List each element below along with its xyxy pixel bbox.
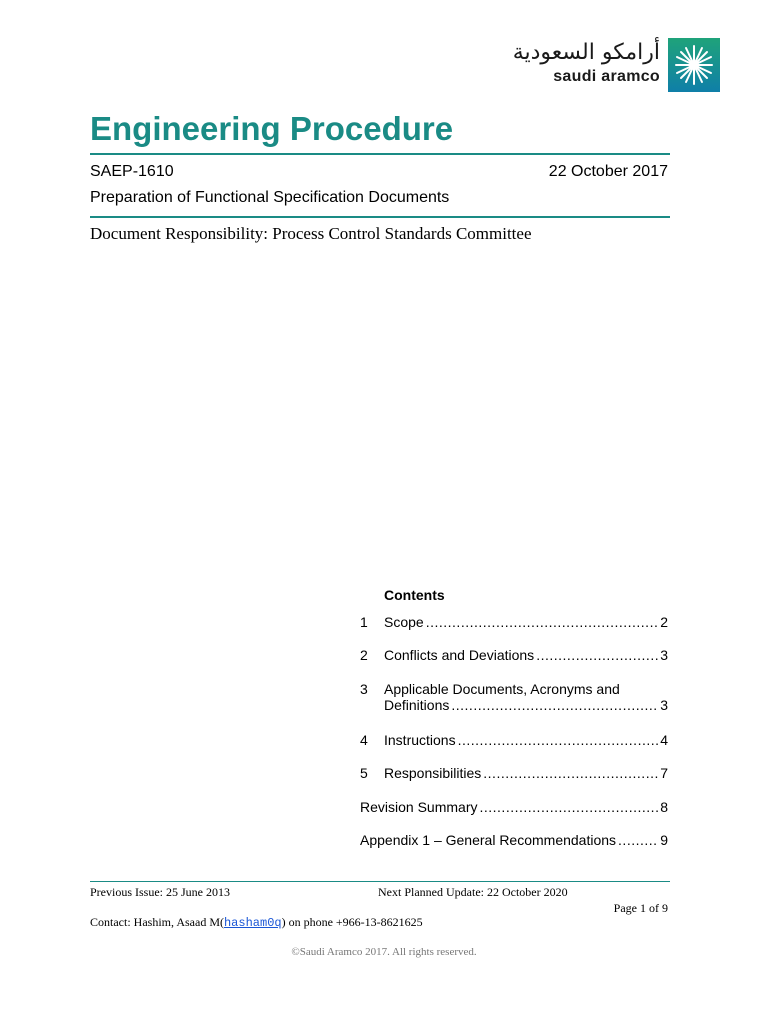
toc-item-instructions[interactable] bbox=[360, 732, 668, 748]
toc-item-number: 2 bbox=[360, 647, 368, 663]
toc-item-responsibilities[interactable] bbox=[360, 765, 668, 781]
document-date: 22 October 2017 bbox=[548, 163, 668, 180]
document-type-title: Engineering Procedure bbox=[90, 110, 454, 147]
toc-item-label: Scope bbox=[384, 614, 424, 630]
logo-arabic-text: أرامكو السعودية bbox=[512, 40, 660, 65]
toc-item-label: Conflicts and Deviations bbox=[384, 647, 535, 663]
copyright-notice: ©Saudi Aramco 2017. All rights reserved. bbox=[291, 946, 477, 958]
previous-issue: Previous Issue: 25 June 2013 bbox=[90, 885, 230, 899]
toc-item-label: Revision Summary bbox=[360, 799, 478, 815]
toc-item-label: Responsibilities bbox=[384, 765, 482, 781]
toc-item-appendix-1[interactable] bbox=[360, 832, 668, 848]
toc-item-label: Appendix 1 – General Recommendations bbox=[360, 832, 617, 848]
toc-leader-dots bbox=[536, 647, 658, 663]
toc-item-page: 3 bbox=[660, 647, 668, 663]
contact-suffix: ) on phone +966-13-8621625 bbox=[281, 915, 423, 929]
toc-item-conflicts[interactable] bbox=[360, 647, 668, 663]
toc-item-page: 3 bbox=[660, 697, 668, 713]
aramco-star-icon bbox=[668, 38, 720, 92]
toc-leader-dots bbox=[451, 697, 658, 713]
toc-item-label-line1: Applicable Documents, Acronyms and bbox=[384, 681, 620, 697]
contact-prefix: Contact: Hashim, Asaad M( bbox=[90, 915, 224, 929]
next-planned-update: Next Planned Update: 22 October 2020 bbox=[378, 885, 568, 899]
footer-divider bbox=[90, 881, 670, 882]
toc-leader-dots bbox=[426, 614, 659, 630]
saudi-aramco-logo bbox=[512, 38, 720, 94]
toc-item-page: 2 bbox=[660, 614, 668, 630]
toc-item-number: 4 bbox=[360, 732, 368, 748]
toc-item-label: Definitions bbox=[384, 697, 450, 713]
toc-leader-dots bbox=[483, 765, 658, 781]
toc-item-revision-summary[interactable] bbox=[360, 799, 668, 815]
title-divider bbox=[90, 153, 670, 155]
header-divider bbox=[90, 216, 670, 218]
page-number: Page 1 of 9 bbox=[613, 901, 668, 915]
document-number: SAEP-1610 bbox=[90, 163, 174, 180]
document-title: Preparation of Functional Specification Documents bbox=[90, 189, 450, 206]
toc-item-number: 3 bbox=[360, 681, 368, 697]
toc-item-page: 8 bbox=[660, 799, 668, 815]
toc-item-label: Instructions bbox=[384, 732, 456, 748]
contents-heading: Contents bbox=[384, 587, 445, 603]
contact-line bbox=[90, 915, 423, 930]
toc-item-page: 7 bbox=[660, 765, 668, 781]
toc-item-number: 1 bbox=[360, 614, 368, 630]
toc-leader-dots bbox=[479, 799, 658, 815]
contact-email-link[interactable]: hasham0q bbox=[223, 916, 282, 930]
logo-english-text: saudi aramco bbox=[553, 68, 660, 85]
document-responsibility: Document Responsibility: Process Control Standards Committee bbox=[90, 224, 532, 243]
toc-item-page: 4 bbox=[660, 732, 668, 748]
toc-item-number: 5 bbox=[360, 765, 368, 781]
toc-leader-dots bbox=[458, 732, 659, 748]
toc-item-scope[interactable] bbox=[360, 614, 668, 630]
toc-item-applicable-documents[interactable] bbox=[360, 681, 668, 713]
toc-leader-dots bbox=[618, 832, 658, 848]
toc-item-page: 9 bbox=[660, 832, 668, 848]
